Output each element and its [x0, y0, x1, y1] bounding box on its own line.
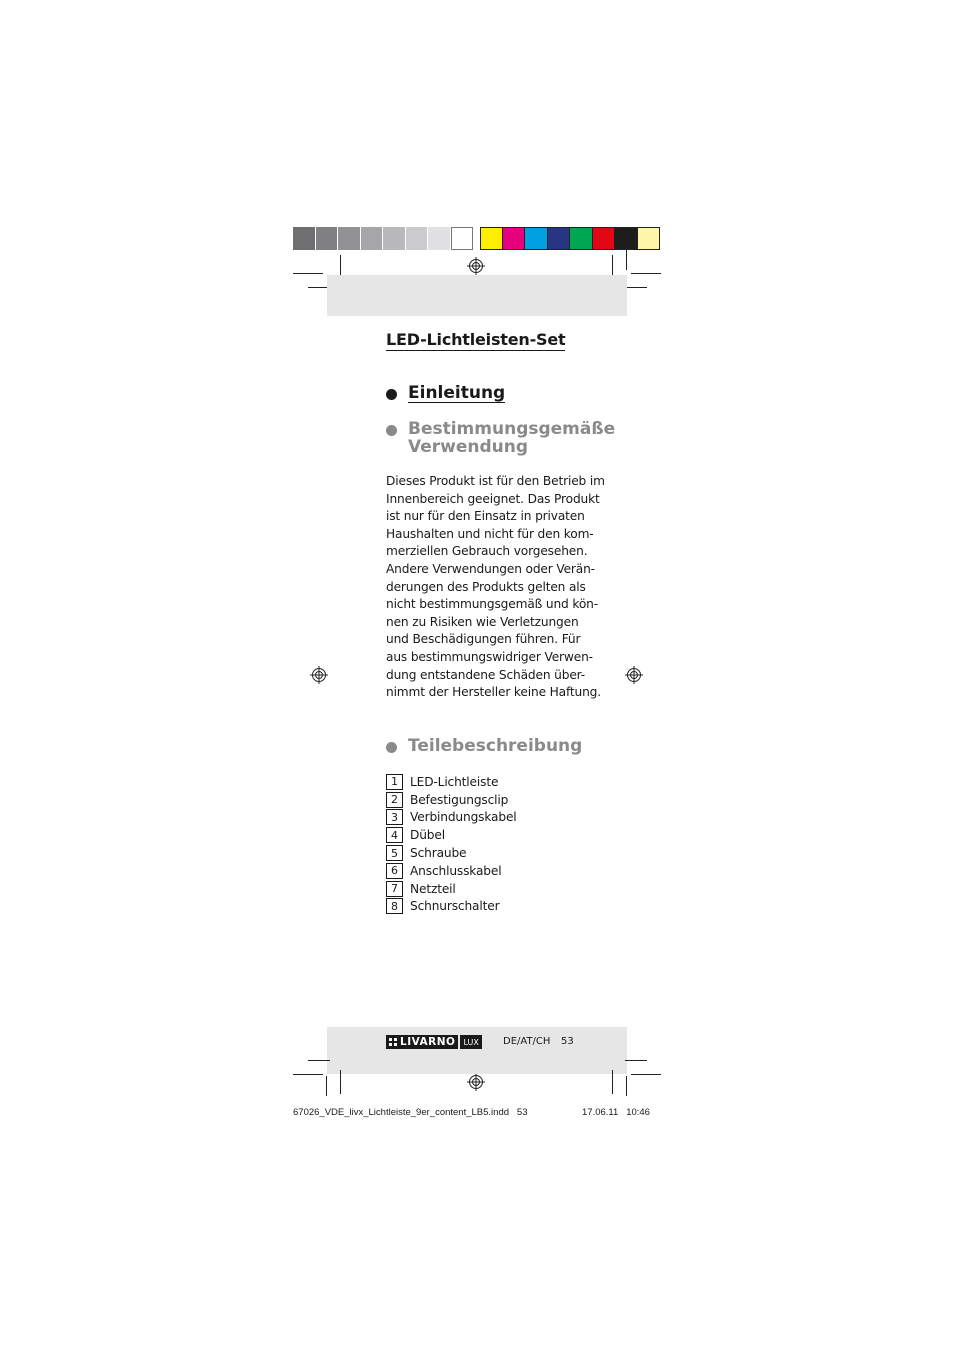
section-heading-verwendung [386, 420, 615, 456]
list-item [386, 826, 517, 844]
grey-swatch [316, 227, 339, 250]
yellow-swatch [480, 227, 503, 250]
part-number: 8 [386, 898, 403, 914]
green-swatch [570, 227, 593, 250]
section-heading-text: Teilebeschreibung [408, 736, 583, 756]
logo-wordmark [386, 1035, 458, 1049]
cyan-swatch [525, 227, 548, 250]
red-swatch [593, 227, 616, 250]
magenta-swatch [503, 227, 526, 250]
list-item [386, 809, 517, 827]
part-label: Befestigungsclip [410, 792, 509, 807]
part-number: 2 [386, 792, 403, 808]
text-line: nen zu Risiken wie Verletzungen [386, 614, 579, 629]
grey-swatch [451, 227, 474, 250]
crop-mark [308, 1060, 330, 1061]
bullet-icon [386, 389, 397, 400]
part-number: 4 [386, 827, 403, 843]
list-item [386, 862, 517, 880]
grey-swatch [428, 227, 451, 250]
logo-text: LIVARNO [400, 1036, 456, 1048]
slug-date: 17.06.11 10:46 [582, 1107, 650, 1118]
logo-squares-icon [389, 1038, 397, 1046]
crop-mark [612, 1070, 613, 1094]
text-line: derungen des Produkts gelten als [386, 579, 586, 594]
part-label: Dübel [410, 828, 445, 843]
header-band [327, 275, 627, 316]
text-line: Haushalten und nicht für den kom- [386, 526, 594, 541]
list-item [386, 844, 517, 862]
list-item [386, 880, 517, 898]
text-line: Andere Verwendungen oder Verän- [386, 561, 595, 576]
heading-line: Verwendung [408, 437, 529, 457]
part-label: Netzteil [410, 881, 456, 896]
crop-mark [631, 273, 661, 274]
grey-swatch [383, 227, 406, 250]
text-line: nicht bestimmungsgemäß und kön- [386, 597, 598, 612]
grey-swatch [406, 227, 429, 250]
grey-swatch [338, 227, 361, 250]
text-line: Innenbereich geeignet. Das Produkt [386, 491, 600, 506]
document-title: LED-Lichtleisten-Set [386, 330, 566, 349]
registration-mark-icon [467, 257, 485, 275]
text-line: aus bestimmungswidriger Verwen- [386, 649, 593, 664]
crop-mark [326, 1076, 327, 1096]
part-number: 6 [386, 863, 403, 879]
black-swatch [615, 227, 638, 250]
process-color-bar [480, 227, 660, 250]
grey-swatch [293, 227, 316, 250]
light-yellow-swatch [638, 227, 661, 250]
bullet-icon [386, 425, 397, 436]
list-item [386, 791, 517, 809]
livarno-lux-logo [386, 1035, 482, 1049]
part-label: Schraube [410, 846, 467, 861]
crop-mark [340, 255, 341, 277]
blue-swatch [548, 227, 571, 250]
text-line: ist nur für den Einsatz in privaten [386, 509, 585, 524]
crop-mark [293, 1074, 323, 1075]
part-label: Schnurschalter [410, 899, 500, 914]
crop-mark [293, 273, 323, 274]
registration-mark-icon [310, 666, 328, 684]
crop-mark [626, 1076, 627, 1096]
crop-mark [625, 287, 647, 288]
text-line: merziellen Gebrauch vorgesehen. [386, 544, 588, 559]
bullet-icon [386, 742, 397, 753]
section-heading-text: Einleitung [408, 383, 506, 403]
slug-filename: 67026_VDE_livx_Lichtleiste_9er_content_LB5.indd 53 [293, 1107, 528, 1118]
section-heading-einleitung [386, 384, 505, 403]
list-item [386, 898, 517, 916]
crop-mark [625, 1060, 647, 1061]
crop-mark [340, 1070, 341, 1094]
part-number: 3 [386, 809, 403, 825]
text-line: Dieses Produkt ist für den Betrieb im [386, 474, 605, 488]
logo-sub: LUX [460, 1035, 481, 1049]
section-heading-teilebeschreibung [386, 737, 582, 755]
part-number: 1 [386, 774, 403, 790]
part-label: LED-Lichtleiste [410, 774, 499, 789]
text-line: dung entstandene Schäden über- [386, 667, 585, 682]
grey-swatch [361, 227, 384, 250]
part-number: 5 [386, 845, 403, 861]
heading-line: Bestimmungsgemäße [408, 419, 616, 439]
crop-mark [626, 250, 627, 270]
page-number: 53 [561, 1036, 574, 1047]
crop-mark [631, 1074, 661, 1075]
crop-mark [612, 255, 613, 277]
part-number: 7 [386, 881, 403, 897]
grey-color-bar [293, 227, 473, 250]
text-line: und Beschädigungen führen. Für [386, 632, 581, 647]
part-label: Anschlusskabel [410, 863, 502, 878]
text-line: nimmt der Hersteller keine Haftung. [386, 685, 601, 700]
list-item [386, 773, 517, 791]
registration-mark-icon [625, 666, 643, 684]
parts-list [386, 773, 517, 915]
section-heading-text [408, 420, 615, 456]
registration-mark-icon [467, 1073, 485, 1091]
part-label: Verbindungskabel [410, 810, 517, 825]
locale-label: DE/AT/CH [503, 1036, 551, 1047]
intended-use-paragraph [386, 473, 605, 702]
